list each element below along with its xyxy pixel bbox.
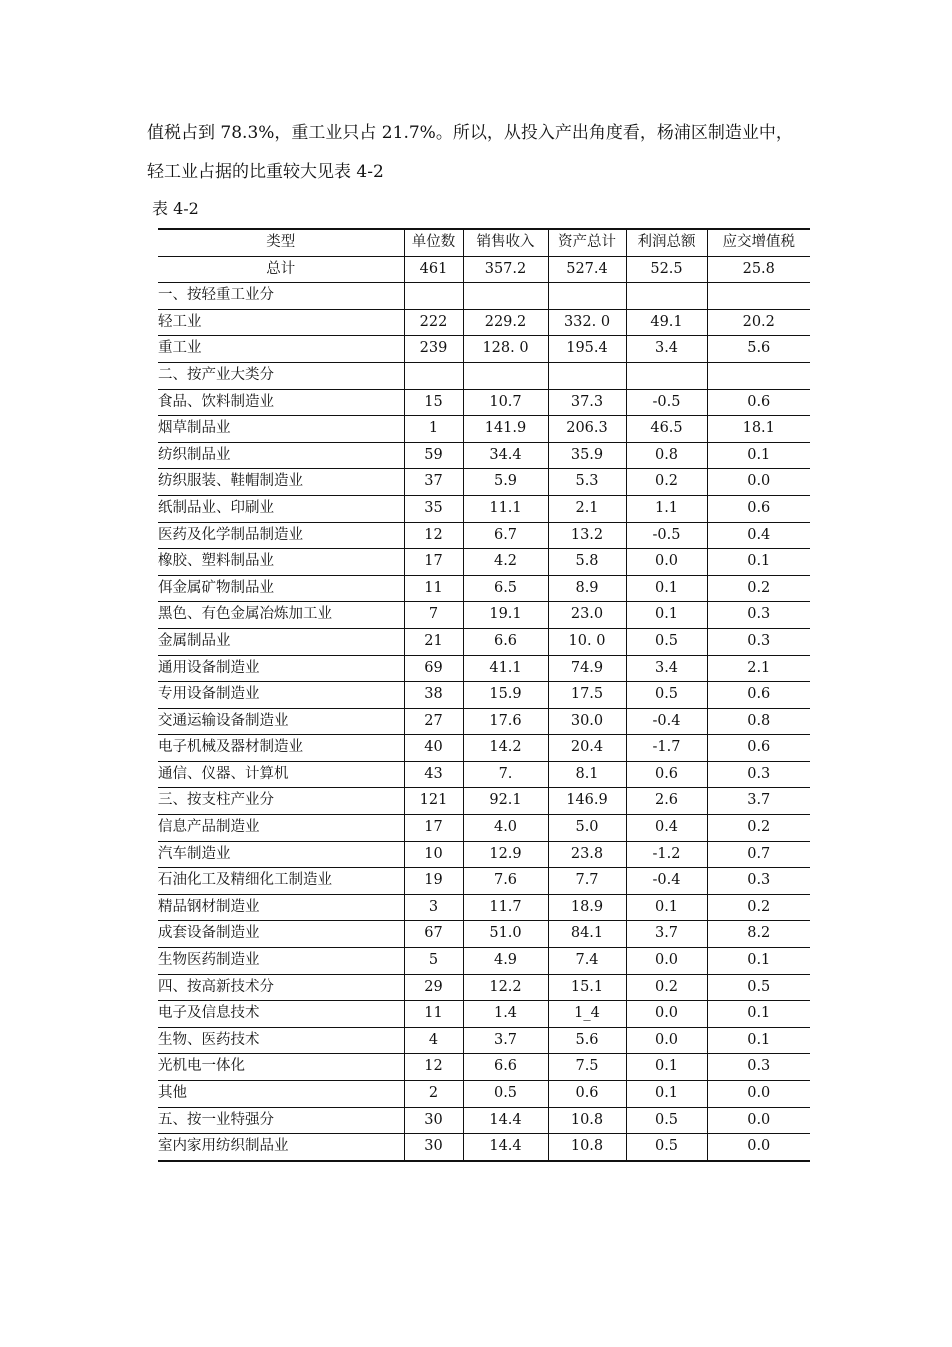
total-assets-cell: 5.0	[548, 815, 626, 842]
sales-revenue-cell: 6.5	[463, 575, 548, 602]
total-assets-cell: 1_4	[548, 1001, 626, 1028]
vat-payable-cell: 0.8	[707, 708, 810, 735]
unit-count-cell: 21	[404, 628, 463, 655]
category-cell: 医药及化学制品制造业	[158, 522, 404, 549]
total-profit-cell: 0.8	[626, 442, 707, 469]
table-row	[158, 735, 810, 762]
total-assets-cell: 10.8	[548, 1107, 626, 1134]
vat-payable-cell: 0.6	[707, 735, 810, 762]
sales-revenue-cell: 12.2	[463, 974, 548, 1001]
total-profit-cell: 0.5	[626, 682, 707, 709]
table-row	[158, 469, 810, 496]
vat-payable-cell: 5.6	[707, 336, 810, 363]
sales-revenue-cell: 7.6	[463, 868, 548, 895]
total-assets-cell: 5.8	[548, 549, 626, 576]
total-assets-cell: 5.6	[548, 1027, 626, 1054]
table-row	[158, 974, 810, 1001]
total-profit-cell: 0.0	[626, 1001, 707, 1028]
header-vat-payable: 应交增值税	[707, 229, 810, 256]
category-cell: 三、按支柱产业分	[158, 788, 404, 815]
sales-revenue-cell: 6.7	[463, 522, 548, 549]
category-cell: 专用设备制造业	[158, 682, 404, 709]
sales-revenue-cell: 4.9	[463, 948, 548, 975]
table-row	[158, 655, 810, 682]
sales-revenue-cell: 11.1	[463, 495, 548, 522]
total-assets-cell: 7.7	[548, 868, 626, 895]
unit-count-cell: 29	[404, 974, 463, 1001]
vat-payable-cell: 0.0	[707, 469, 810, 496]
vat-payable-cell: 18.1	[707, 416, 810, 443]
unit-count-cell: 1	[404, 416, 463, 443]
category-cell: 其他	[158, 1081, 404, 1108]
table-row	[158, 708, 810, 735]
sales-revenue-cell: 15.9	[463, 682, 548, 709]
category-cell: 橡胶、塑料制品业	[158, 549, 404, 576]
header-total-profit: 利润总额	[626, 229, 707, 256]
total-profit-cell: -1.7	[626, 735, 707, 762]
category-cell: 二、按产业大类分	[158, 362, 404, 389]
vat-payable-cell: 0.2	[707, 894, 810, 921]
statistics-table	[158, 228, 810, 1162]
total-profit-cell: 0.5	[626, 628, 707, 655]
table-row	[158, 549, 810, 576]
unit-count-cell: 7	[404, 602, 463, 629]
total-assets-cell: 2.1	[548, 495, 626, 522]
category-cell: 轻工业	[158, 309, 404, 336]
total-profit-cell: 0.0	[626, 948, 707, 975]
total-profit-cell: 52.5	[626, 256, 707, 283]
total-profit-cell: 0.1	[626, 602, 707, 629]
total-profit-cell: 0.4	[626, 815, 707, 842]
sales-revenue-cell: 14.4	[463, 1107, 548, 1134]
category-cell: 信息产品制造业	[158, 815, 404, 842]
category-cell: 食品、饮料制造业	[158, 389, 404, 416]
vat-payable-cell: 0.1	[707, 948, 810, 975]
category-cell: 石油化工及精细化工制造业	[158, 868, 404, 895]
table-body	[158, 256, 810, 1161]
unit-count-cell: 12	[404, 1054, 463, 1081]
sales-revenue-cell: 128. 0	[463, 336, 548, 363]
category-cell: 纺织制品业	[158, 442, 404, 469]
header-sales-revenue: 销售收入	[463, 229, 548, 256]
unit-count-cell: 121	[404, 788, 463, 815]
category-cell: 电子机械及器材制造业	[158, 735, 404, 762]
total-profit-cell: 2.6	[626, 788, 707, 815]
unit-count-cell: 461	[404, 256, 463, 283]
category-cell: 生物、医药技术	[158, 1027, 404, 1054]
total-assets-cell: 30.0	[548, 708, 626, 735]
total-profit-cell: 0.1	[626, 1054, 707, 1081]
vat-payable-cell: 0.1	[707, 442, 810, 469]
unit-count-cell	[404, 283, 463, 310]
total-assets-cell: 10. 0	[548, 628, 626, 655]
vat-payable-cell: 0.1	[707, 1001, 810, 1028]
category-cell: 纺织服装、鞋帽制造业	[158, 469, 404, 496]
unit-count-cell: 2	[404, 1081, 463, 1108]
table-row	[158, 309, 810, 336]
header-unit-count: 单位数	[404, 229, 463, 256]
category-cell: 成套设备制造业	[158, 921, 404, 948]
total-assets-cell: 332. 0	[548, 309, 626, 336]
vat-payable-cell: 0.0	[707, 1134, 810, 1161]
sales-revenue-cell: 4.2	[463, 549, 548, 576]
table-row	[158, 442, 810, 469]
vat-payable-cell: 0.0	[707, 1107, 810, 1134]
category-cell: 总计	[158, 256, 404, 283]
vat-payable-cell: 0.6	[707, 682, 810, 709]
total-profit-cell: 3.7	[626, 921, 707, 948]
category-cell: 汽车制造业	[158, 841, 404, 868]
category-cell: 佴金属矿物制品业	[158, 575, 404, 602]
category-cell: 重工业	[158, 336, 404, 363]
sales-revenue-cell: 12.9	[463, 841, 548, 868]
unit-count-cell: 35	[404, 495, 463, 522]
sales-revenue-cell: 229.2	[463, 309, 548, 336]
total-profit-cell: 0.1	[626, 1081, 707, 1108]
table-header-row	[158, 229, 810, 256]
vat-payable-cell: 25.8	[707, 256, 810, 283]
table-row	[158, 495, 810, 522]
vat-payable-cell: 0.3	[707, 628, 810, 655]
total-profit-cell: 1.1	[626, 495, 707, 522]
sales-revenue-cell: 0.5	[463, 1081, 548, 1108]
sales-revenue-cell: 17.6	[463, 708, 548, 735]
total-profit-cell: 0.5	[626, 1134, 707, 1161]
table-row	[158, 628, 810, 655]
sales-revenue-cell: 51.0	[463, 921, 548, 948]
vat-payable-cell: 0.7	[707, 841, 810, 868]
table-row	[158, 948, 810, 975]
vat-payable-cell: 0.2	[707, 815, 810, 842]
unit-count-cell: 4	[404, 1027, 463, 1054]
unit-count-cell: 15	[404, 389, 463, 416]
sales-revenue-cell: 6.6	[463, 628, 548, 655]
category-cell: 交通运输设备制造业	[158, 708, 404, 735]
sales-revenue-cell: 7.	[463, 761, 548, 788]
vat-payable-cell	[707, 283, 810, 310]
total-profit-cell	[626, 283, 707, 310]
unit-count-cell: 239	[404, 336, 463, 363]
total-assets-cell: 15.1	[548, 974, 626, 1001]
vat-payable-cell	[707, 362, 810, 389]
category-cell: 五、按一业特强分	[158, 1107, 404, 1134]
sales-revenue-cell: 5.9	[463, 469, 548, 496]
category-cell: 精品钢材制造业	[158, 894, 404, 921]
total-assets-cell: 0.6	[548, 1081, 626, 1108]
unit-count-cell: 30	[404, 1107, 463, 1134]
unit-count-cell: 69	[404, 655, 463, 682]
category-cell: 电子及信息技术	[158, 1001, 404, 1028]
category-cell: 通信、仪器、计算机	[158, 761, 404, 788]
total-assets-cell	[548, 362, 626, 389]
sales-revenue-cell: 357.2	[463, 256, 548, 283]
sales-revenue-cell: 11.7	[463, 894, 548, 921]
vat-payable-cell: 0.3	[707, 1054, 810, 1081]
sales-revenue-cell: 10.7	[463, 389, 548, 416]
vat-payable-cell: 20.2	[707, 309, 810, 336]
sales-revenue-cell: 92.1	[463, 788, 548, 815]
total-assets-cell: 10.8	[548, 1134, 626, 1161]
total-assets-cell: 527.4	[548, 256, 626, 283]
category-cell: 通用设备制造业	[158, 655, 404, 682]
total-assets-cell: 8.9	[548, 575, 626, 602]
total-profit-cell: 49.1	[626, 309, 707, 336]
total-profit-cell: 0.5	[626, 1107, 707, 1134]
unit-count-cell: 222	[404, 309, 463, 336]
total-profit-cell: 46.5	[626, 416, 707, 443]
table-row	[158, 1027, 810, 1054]
sales-revenue-cell: 34.4	[463, 442, 548, 469]
vat-payable-cell: 0.1	[707, 1027, 810, 1054]
table-row	[158, 336, 810, 363]
vat-payable-cell: 3.7	[707, 788, 810, 815]
total-assets-cell: 23.0	[548, 602, 626, 629]
vat-payable-cell: 0.6	[707, 389, 810, 416]
table-row	[158, 815, 810, 842]
total-assets-cell	[548, 283, 626, 310]
total-assets-cell: 195.4	[548, 336, 626, 363]
sales-revenue-cell: 3.7	[463, 1027, 548, 1054]
total-profit-cell	[626, 362, 707, 389]
header-type: 类型	[158, 229, 404, 256]
unit-count-cell: 11	[404, 1001, 463, 1028]
category-cell: 金属制品业	[158, 628, 404, 655]
unit-count-cell: 43	[404, 761, 463, 788]
table-row	[158, 389, 810, 416]
total-profit-cell: 0.0	[626, 549, 707, 576]
table-row	[158, 868, 810, 895]
header-total-assets: 资产总计	[548, 229, 626, 256]
unit-count-cell: 19	[404, 868, 463, 895]
total-profit-cell: 0.1	[626, 894, 707, 921]
unit-count-cell: 3	[404, 894, 463, 921]
total-assets-cell: 7.4	[548, 948, 626, 975]
table-section-row	[158, 1107, 810, 1134]
unit-count-cell: 17	[404, 815, 463, 842]
sales-revenue-cell: 1.4	[463, 1001, 548, 1028]
total-assets-cell: 8.1	[548, 761, 626, 788]
sales-revenue-cell	[463, 283, 548, 310]
unit-count-cell	[404, 362, 463, 389]
category-cell: 室内家用纺织制品业	[158, 1134, 404, 1161]
vat-payable-cell: 0.0	[707, 1081, 810, 1108]
unit-count-cell: 59	[404, 442, 463, 469]
category-cell: 四、按高新技术分	[158, 974, 404, 1001]
table-row	[158, 1054, 810, 1081]
sales-revenue-cell: 41.1	[463, 655, 548, 682]
table-row	[158, 1001, 810, 1028]
total-profit-cell: 0.2	[626, 974, 707, 1001]
vat-payable-cell: 0.2	[707, 575, 810, 602]
table-caption: 表 4-2	[152, 199, 199, 218]
table-row	[158, 921, 810, 948]
category-cell: 一、按轻重工业分	[158, 283, 404, 310]
total-assets-cell: 13.2	[548, 522, 626, 549]
sales-revenue-cell	[463, 362, 548, 389]
vat-payable-cell: 0.3	[707, 602, 810, 629]
total-assets-cell: 74.9	[548, 655, 626, 682]
total-assets-cell: 37.3	[548, 389, 626, 416]
total-assets-cell: 84.1	[548, 921, 626, 948]
unit-count-cell: 10	[404, 841, 463, 868]
vat-payable-cell: 8.2	[707, 921, 810, 948]
vat-payable-cell: 0.4	[707, 522, 810, 549]
total-assets-cell: 20.4	[548, 735, 626, 762]
vat-payable-cell: 0.3	[707, 868, 810, 895]
total-assets-cell: 5.3	[548, 469, 626, 496]
total-profit-cell: 0.0	[626, 1027, 707, 1054]
unit-count-cell: 12	[404, 522, 463, 549]
vat-payable-cell: 0.3	[707, 761, 810, 788]
total-profit-cell: 3.4	[626, 336, 707, 363]
sales-revenue-cell: 14.4	[463, 1134, 548, 1161]
unit-count-cell: 30	[404, 1134, 463, 1161]
unit-count-cell: 38	[404, 682, 463, 709]
total-assets-cell: 18.9	[548, 894, 626, 921]
total-assets-cell: 206.3	[548, 416, 626, 443]
vat-payable-cell: 0.6	[707, 495, 810, 522]
unit-count-cell: 67	[404, 921, 463, 948]
table-row	[158, 522, 810, 549]
sales-revenue-cell: 19.1	[463, 602, 548, 629]
total-profit-cell: -0.5	[626, 389, 707, 416]
total-profit-cell: -0.4	[626, 708, 707, 735]
table-row	[158, 682, 810, 709]
vat-payable-cell: 0.1	[707, 549, 810, 576]
vat-payable-cell: 2.1	[707, 655, 810, 682]
total-profit-cell: -0.4	[626, 868, 707, 895]
unit-count-cell: 37	[404, 469, 463, 496]
sales-revenue-cell: 14.2	[463, 735, 548, 762]
total-profit-cell: 0.2	[626, 469, 707, 496]
sales-revenue-cell: 6.6	[463, 1054, 548, 1081]
total-profit-cell: 0.1	[626, 575, 707, 602]
category-cell: 光机电一体化	[158, 1054, 404, 1081]
category-cell: 烟草制品业	[158, 416, 404, 443]
table-row	[158, 841, 810, 868]
unit-count-cell: 17	[404, 549, 463, 576]
intro-paragraph-line-1: 值税占到 78.3%，重工业只占 21.7%。所以，从投入产出角度看，杨浦区制造业中，	[147, 123, 793, 143]
total-profit-cell: -0.5	[626, 522, 707, 549]
total-assets-cell: 146.9	[548, 788, 626, 815]
total-profit-cell: 3.4	[626, 655, 707, 682]
table-row	[158, 1081, 810, 1108]
table-section-row	[158, 283, 810, 310]
sales-revenue-cell: 141.9	[463, 416, 548, 443]
category-cell: 纸制品业、印刷业	[158, 495, 404, 522]
table-total-row	[158, 256, 810, 283]
intro-paragraph-line-2: 轻工业占据的比重较大见表 4-2	[147, 162, 384, 182]
vat-payable-cell: 0.5	[707, 974, 810, 1001]
table-section-row	[158, 788, 810, 815]
unit-count-cell: 40	[404, 735, 463, 762]
sales-revenue-cell: 4.0	[463, 815, 548, 842]
unit-count-cell: 5	[404, 948, 463, 975]
table-row	[158, 416, 810, 443]
category-cell: 黑色、有色金属冶炼加工业	[158, 602, 404, 629]
total-profit-cell: -1.2	[626, 841, 707, 868]
total-assets-cell: 17.5	[548, 682, 626, 709]
unit-count-cell: 27	[404, 708, 463, 735]
table-section-row	[158, 362, 810, 389]
table-row	[158, 1134, 810, 1161]
total-assets-cell: 35.9	[548, 442, 626, 469]
category-cell: 生物医药制造业	[158, 948, 404, 975]
table-row	[158, 761, 810, 788]
table-row	[158, 602, 810, 629]
total-assets-cell: 23.8	[548, 841, 626, 868]
unit-count-cell: 11	[404, 575, 463, 602]
table-row	[158, 575, 810, 602]
table-row	[158, 894, 810, 921]
total-profit-cell: 0.6	[626, 761, 707, 788]
total-assets-cell: 7.5	[548, 1054, 626, 1081]
